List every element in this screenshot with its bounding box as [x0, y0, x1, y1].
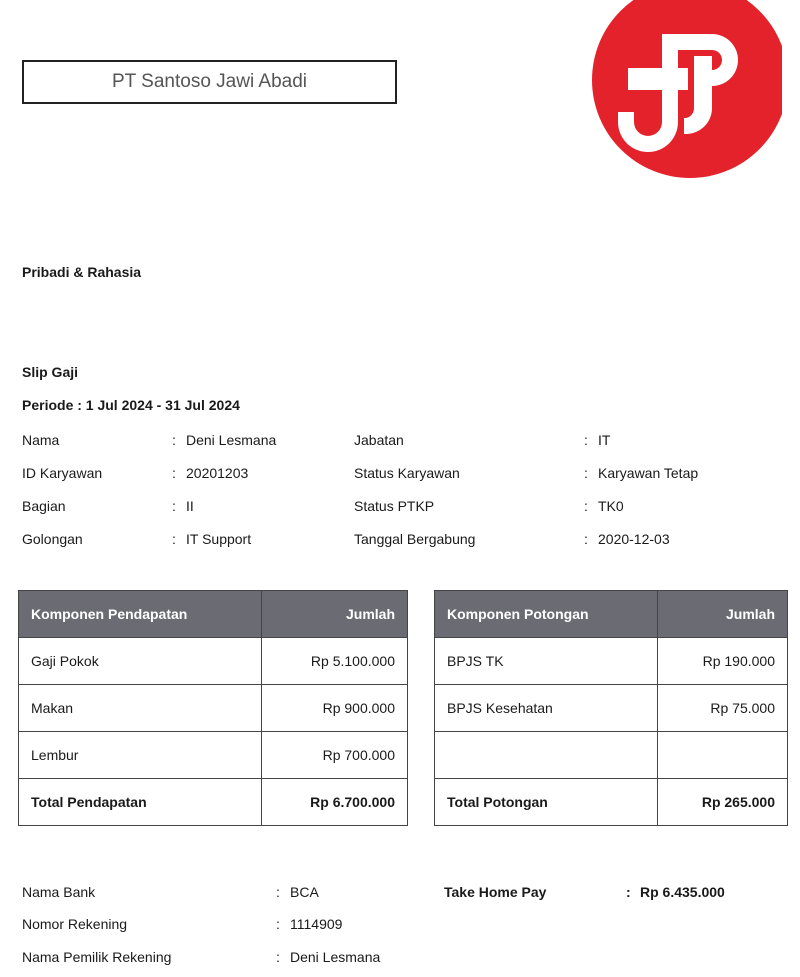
info-value-status-karyawan: Karyawan Tetap [598, 465, 699, 481]
earnings-header-amount: Jumlah [262, 591, 408, 638]
company-logo [590, 0, 782, 180]
deduction-name [435, 732, 658, 779]
earning-name: Lembur [19, 732, 262, 779]
info-value-golongan: IT Support [186, 531, 252, 547]
earnings-total-label: Total Pendapatan [19, 779, 262, 826]
earnings-total-amount: Rp 6.700.000 [262, 779, 408, 826]
bank-colon: : [276, 916, 280, 932]
company-name-box [22, 60, 397, 104]
company-name: PT Santoso Jawi Abadi [111, 71, 308, 92]
bank-label-name: Nama Bank [22, 884, 96, 900]
info-value-tanggal-bergabung: 2020-12-03 [598, 531, 670, 547]
table-row [435, 685, 788, 732]
bank-value-account-owner: Deni Lesmana [290, 949, 381, 965]
info-label-nama: Nama [22, 432, 60, 448]
info-colon: : [172, 498, 176, 514]
table-row [435, 638, 788, 685]
deduction-amount: Rp 190.000 [658, 638, 788, 685]
deductions-total-amount: Rp 265.000 [658, 779, 788, 826]
info-value-status-ptkp: TK0 [598, 498, 624, 514]
info-label-status-ptkp: Status PTKP [354, 498, 435, 514]
info-label-bagian: Bagian [22, 498, 66, 514]
bank-label-account-number: Nomor Rekening [22, 916, 128, 932]
info-colon: : [172, 531, 176, 547]
info-label-jabatan: Jabatan [354, 432, 404, 448]
slip-title: Slip Gaji [22, 364, 79, 380]
earnings-header-component: Komponen Pendapatan [19, 591, 262, 638]
earning-amount: Rp 700.000 [262, 732, 408, 779]
deduction-amount: Rp 75.000 [658, 685, 788, 732]
info-colon: : [584, 531, 588, 547]
info-value-nama: Deni Lesmana [186, 432, 277, 448]
table-row [19, 685, 408, 732]
bank-colon: : [276, 949, 280, 965]
table-row [435, 732, 788, 779]
table-header-row [435, 591, 788, 638]
take-home-pay-label: Take Home Pay [444, 884, 547, 900]
info-label-id: ID Karyawan [22, 465, 103, 481]
earning-amount: Rp 5.100.000 [262, 638, 408, 685]
deduction-amount [658, 732, 788, 779]
earning-amount: Rp 900.000 [262, 685, 408, 732]
table-row [19, 638, 408, 685]
info-label-golongan: Golongan [22, 531, 83, 547]
table-total-row [19, 779, 408, 826]
deduction-name: BPJS TK [435, 638, 658, 685]
info-colon: : [584, 498, 588, 514]
info-label-status-karyawan: Status Karyawan [354, 465, 460, 481]
deductions-header-amount: Jumlah [658, 591, 788, 638]
info-colon: : [584, 465, 588, 481]
deductions-total-label: Total Potongan [435, 779, 658, 826]
info-colon: : [172, 432, 176, 448]
earnings-table [18, 590, 408, 826]
deduction-name: BPJS Kesehatan [435, 685, 658, 732]
take-home-pay-value: Rp 6.435.000 [640, 884, 725, 900]
earning-name: Makan [19, 685, 262, 732]
bank-value-name: BCA [290, 884, 319, 900]
deductions-header-component: Komponen Potongan [435, 591, 658, 638]
info-value-jabatan: IT [598, 432, 611, 448]
table-row [19, 732, 408, 779]
info-value-id: 20201203 [186, 465, 249, 481]
table-header-row [19, 591, 408, 638]
info-colon: : [172, 465, 176, 481]
bank-value-account-number: 1114909 [290, 916, 343, 932]
info-value-bagian: II [186, 498, 194, 514]
table-total-row [435, 779, 788, 826]
bank-colon: : [276, 884, 280, 900]
bank-label-account-owner: Nama Pemilik Rekening [22, 949, 172, 965]
info-label-tanggal-bergabung: Tanggal Bergabung [354, 531, 476, 547]
deductions-table [434, 590, 788, 826]
confidential-label: Pribadi & Rahasia [22, 264, 142, 280]
earning-name: Gaji Pokok [19, 638, 262, 685]
take-home-pay-colon: : [626, 884, 631, 900]
period-label: Periode : 1 Jul 2024 - 31 Jul 2024 [22, 397, 240, 413]
info-colon: : [584, 432, 588, 448]
